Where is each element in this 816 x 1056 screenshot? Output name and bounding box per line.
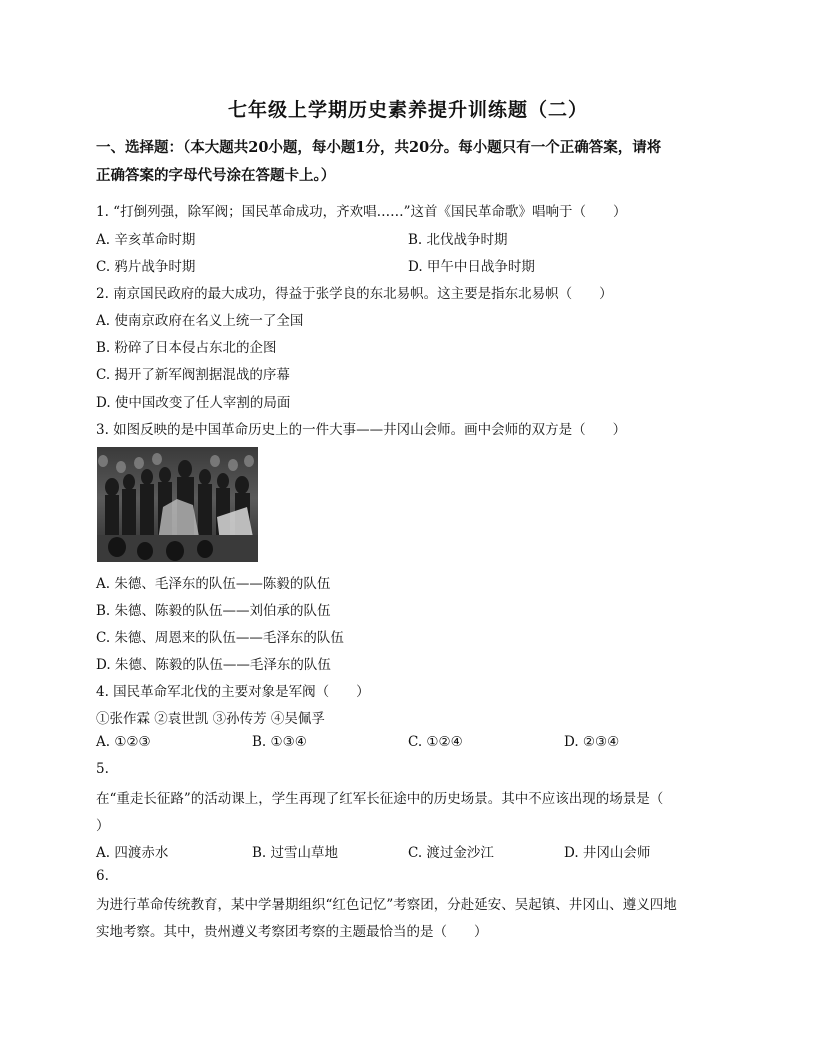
question-5-stem: 在“重走长征路”的活动课上，学生再现了红军长征途中的历史场景。其中不应该出现的场景是（ xyxy=(96,791,664,807)
question-1-option-d: D. 甲午中日战争时期 xyxy=(408,259,535,275)
question-4-option-c: C. ①②④ xyxy=(408,734,463,750)
question-5-option-a: A. 四渡赤水 xyxy=(96,845,169,861)
jinggangshan-meeting-photo xyxy=(97,447,258,562)
question-5-number: 5. xyxy=(96,761,109,777)
question-2-option-c: C. 揭开了新军阀割据混战的序幕 xyxy=(96,367,290,383)
question-1-option-b: B. 北伐战争时期 xyxy=(408,232,508,248)
question-6-stem-cont: 实地考察。其中，贵州遵义考察团考察的主题最恰当的是（ ） xyxy=(96,924,488,940)
question-4-option-a: A. ①②③ xyxy=(96,734,151,750)
question-5-stem-end: ） xyxy=(96,818,110,834)
question-4-option-b: B. ①③④ xyxy=(252,734,307,750)
question-3-option-b: B. 朱德、陈毅的队伍——刘伯承的队伍 xyxy=(96,603,331,619)
question-3-option-d: D. 朱德、陈毅的队伍——毛泽东的队伍 xyxy=(96,657,331,673)
exam-title: 七年级上学期历史素养提升训练题（二） xyxy=(227,99,588,121)
section-instruction-line-2: 正确答案的字母代号涂在答题卡上。） xyxy=(96,167,336,184)
question-3-option-c: C. 朱德、周恩来的队伍——毛泽东的队伍 xyxy=(96,630,344,646)
question-3-stem: 3. 如图反映的是中国革命历史上的一件大事——井冈山会师。画中会师的双方是（ ） xyxy=(96,422,627,438)
section-instruction-line-1: 一、选择题：（本大题共20小题，每小题1分，共20分。每小题只有一个正确答案，请将 xyxy=(96,139,662,156)
question-6-stem: 为进行革命传统教育，某中学暑期组织“红色记忆”考察团，分赴延安、吴起镇、井冈山、遵义四地 xyxy=(96,897,677,913)
section-heading xyxy=(96,134,726,190)
question-5-option-c: C. 渡过金沙江 xyxy=(408,845,494,861)
question-6-number: 6. xyxy=(96,868,109,884)
question-3-option-a: A. 朱德、毛泽东的队伍——陈毅的队伍 xyxy=(96,576,331,592)
question-2-option-b: B. 粉碎了日本侵占东北的企图 xyxy=(96,340,277,356)
question-4-choices: ①张作霖 ②袁世凯 ③孙传芳 ④吴佩孚 xyxy=(96,711,325,727)
question-2-stem: 2. 南京国民政府的最大成功，得益于张学良的东北易帜。这主要是指东北易帜（ ） xyxy=(96,286,613,302)
question-5-option-d: D. 井冈山会师 xyxy=(564,845,651,861)
question-4-option-d: D. ②③④ xyxy=(564,734,620,750)
question-2-option-a: A. 使南京政府在名义上统一了全国 xyxy=(96,313,304,329)
question-2-option-d: D. 使中国改变了任人宰割的局面 xyxy=(96,395,291,411)
question-1-option-c: C. 鸦片战争时期 xyxy=(96,259,196,275)
question-1-stem: 1. “打倒列强，除军阀；国民革命成功，齐欢唱……”这首《国民革命歌》唱响于（ ） xyxy=(96,204,627,220)
question-1-option-a: A. 辛亥革命时期 xyxy=(96,232,196,248)
question-5-option-b: B. 过雪山草地 xyxy=(252,845,339,861)
question-4-stem: 4. 国民革命军北伐的主要对象是军阀（ ） xyxy=(96,684,370,700)
